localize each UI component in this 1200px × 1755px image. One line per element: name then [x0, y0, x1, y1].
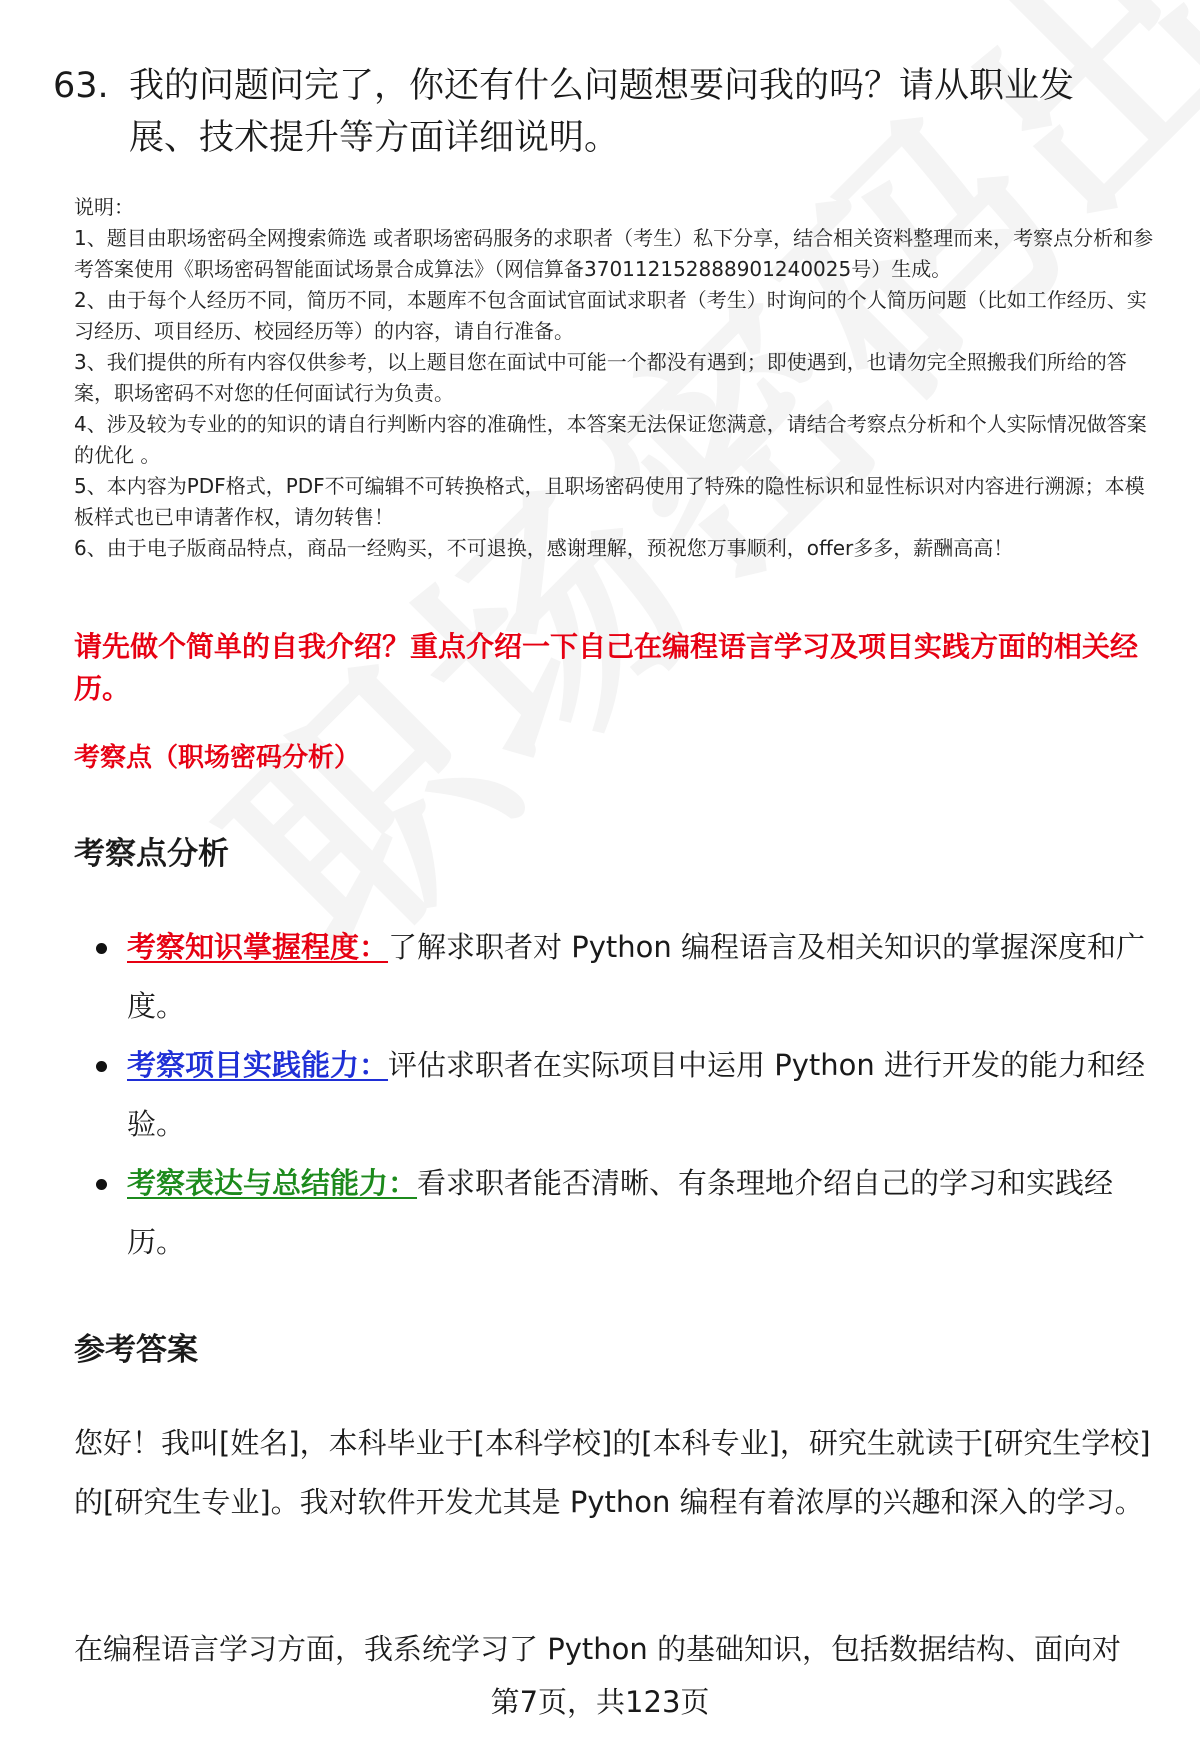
bullet-text: 看求职者能否清晰、有条理地介绍自己的学习和实践经历。	[127, 1166, 1114, 1259]
answer-paragraph: 您好！我叫[姓名]，本科毕业于[本科学校]的[本科专业]，研究生就读于[研究生学校]的[研究生专业]。我对软件开发尤其是 Python 编程有着浓厚的兴趣和深入的学习。	[74, 1426, 1151, 1519]
notes-block	[74, 192, 1160, 564]
question-text: 我的问题问完了，你还有什么问题想要问我的吗？请从职业发展、技术提升等方面详细说明。	[129, 66, 1075, 158]
answer-heading: 参考答案	[74, 1332, 198, 1368]
note-item: 2、由于每个人经历不同，简历不同，本题库不包含面试官面试求职者（考生）时询问的个人简历问题（比如工作经历、实习经历、项目经历、校园经历等）的内容，请自行准备。	[74, 288, 1147, 343]
sub-question: 请先做个简单的自我介绍？重点介绍一下自己在编程语言学习及项目实践方面的相关经历。	[74, 630, 1139, 705]
question-number: 63.	[53, 66, 109, 106]
analysis-bullet	[96, 1036, 1156, 1154]
bullet-label: 考察项目实践能力：	[127, 1048, 389, 1082]
page-footer: 第7页，共123页	[490, 1685, 710, 1719]
note-item: 6、由于电子版商品特点，商品一经购买，不可退换，感谢理解，预祝您万事顺利，offer多多，薪酬高高！	[74, 536, 1014, 560]
bullet-label: 考察知识掌握程度：	[127, 930, 389, 964]
analysis-heading: 考察点分析	[74, 836, 229, 872]
bullet-dot-icon	[96, 1061, 107, 1072]
bullet-dot-icon	[96, 1179, 107, 1190]
bullet-label: 考察表达与总结能力：	[127, 1166, 418, 1200]
notes-title: 说明：	[74, 195, 134, 219]
note-item: 4、涉及较为专业的的知识的请自行判断内容的准确性，本答案无法保证您满意，请结合考察点分析和个人实际情况做答案的优化 。	[74, 412, 1147, 467]
note-item: 5、本内容为PDF格式，PDF不可编辑不可转换格式，且职场密码使用了特殊的隐性标识和显性标识对内容进行溯源；本模板样式也已申请著作权，请勿转售！	[74, 474, 1145, 529]
analysis-bullet	[96, 918, 1156, 1036]
note-item: 3、我们提供的所有内容仅供参考，以上题目您在面试中可能一个都没有遇到；即使遇到，也请勿完全照搬我们所给的答案，职场密码不对您的任何面试行为负责。	[74, 350, 1127, 405]
bullet-text: 评估求职者在实际项目中运用 Python 进行开发的能力和经验。	[127, 1048, 1145, 1141]
bullet-dot-icon	[96, 943, 107, 954]
analysis-bullet	[96, 1154, 1156, 1272]
analysis-source-label: 考察点（职场密码分析）	[74, 743, 361, 773]
bullet-text: 了解求职者对 Python 编程语言及相关知识的掌握深度和广度。	[127, 930, 1145, 1023]
analysis-list	[96, 918, 1156, 1272]
question-title	[53, 60, 1133, 164]
answer-paragraph: 在编程语言学习方面，我系统学习了 Python 的基础知识，包括数据结构、面向对	[74, 1632, 1121, 1666]
note-item: 1、题目由职场密码全网搜索筛选 或者职场密码服务的求职者（考生）私下分享，结合相关资料整理而来，考察点分析和参考答案使用《职场密码智能面试场景合成算法》（网信算备370112152888901240025号）生成。	[74, 226, 1154, 281]
